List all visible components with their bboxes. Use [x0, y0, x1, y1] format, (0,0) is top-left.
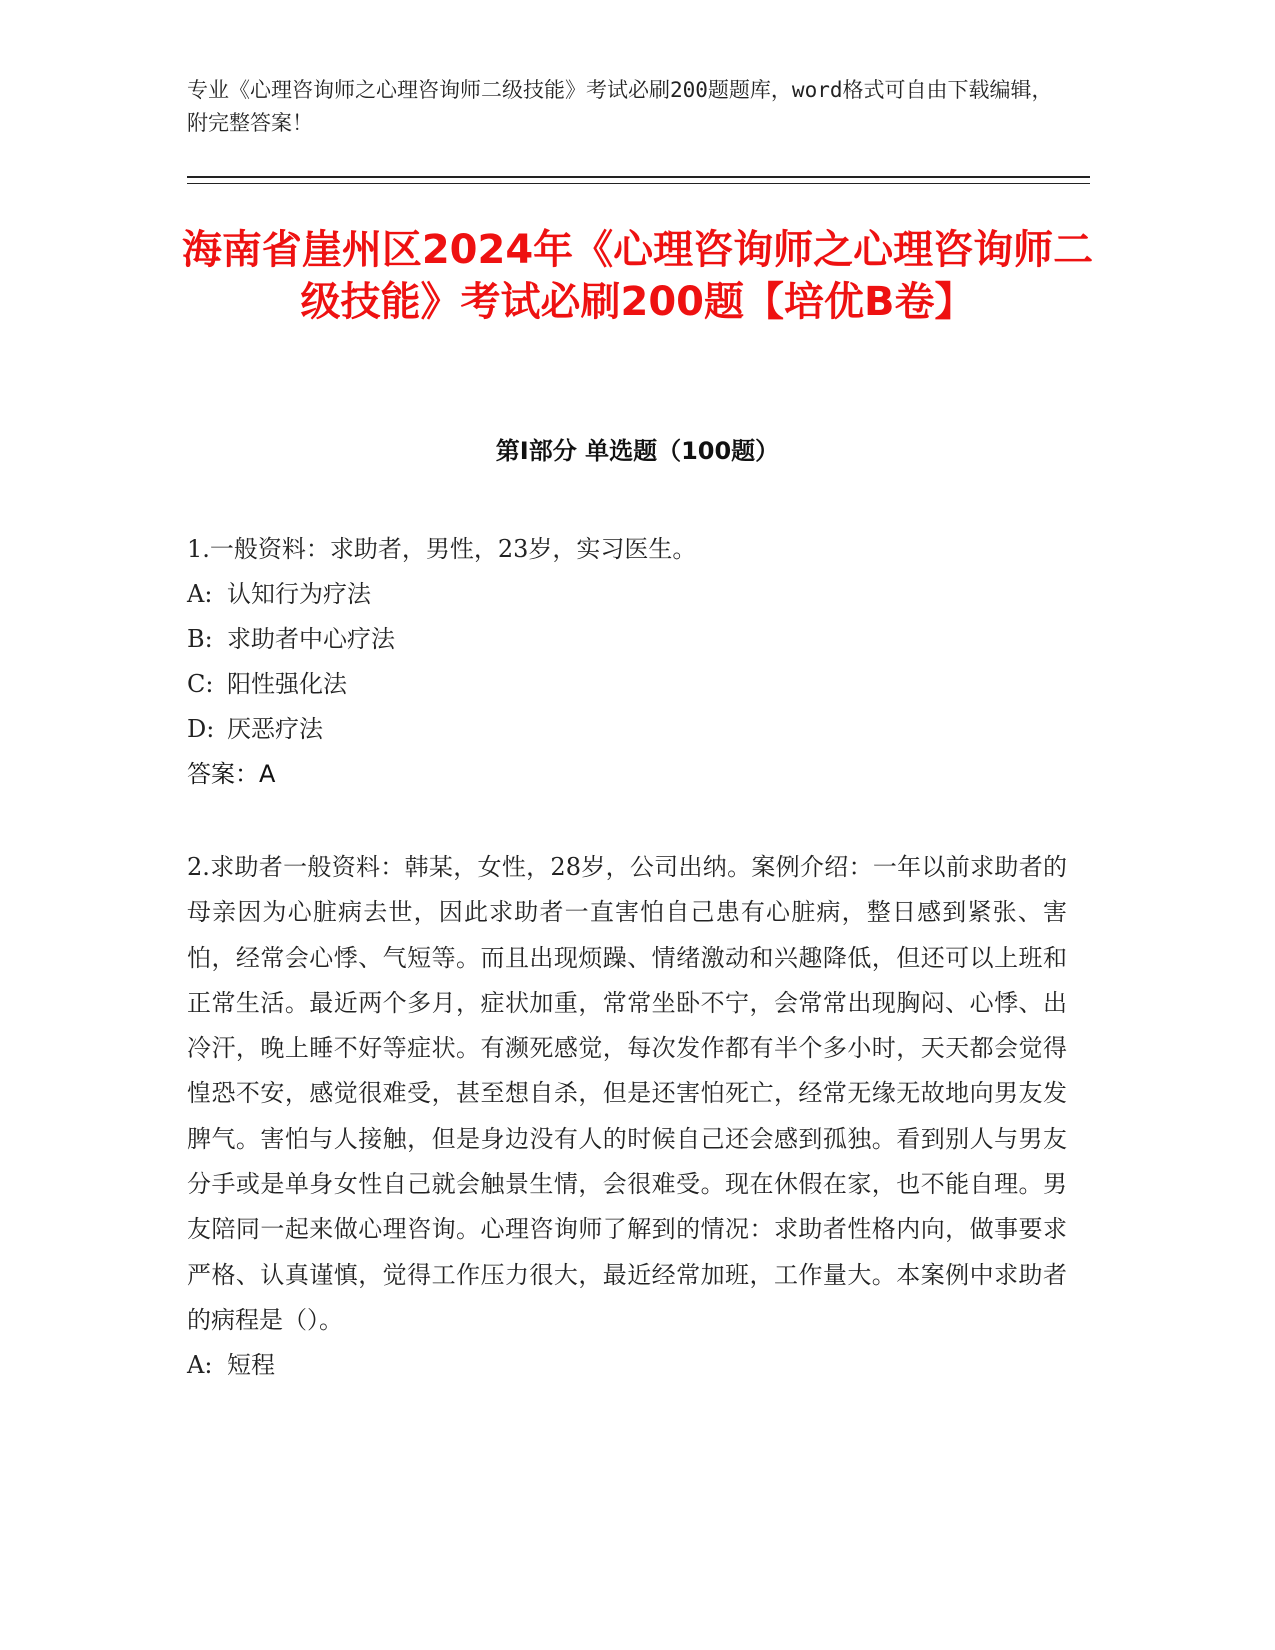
question-stem: 2.求助者一般资料：韩某，女性，28岁，公司出纳。案例介绍：一年以前求助者的母亲因为心脏病去世，因此求助者一直害怕自己患有心脏病，整日感到紧张、害怕，经常会心悸、气短等。而且出现烦躁、情绪激动和兴趣降低，但还可以上班和正常生活。最近两个多月，症状加重，常常坐卧不宁，会常常出现胸闷、心悸、出冷汗，晚上睡不好等症状。有濒死感觉，每次发作都有半个多小时，天天都会觉得惶恐不安，感觉很难受，甚至想自杀，但是还害怕死亡，经常无缘无故地向男友发脾气。害怕与人接触，但是身边没有人的时候自己还会感到孤独。看到别人与男友分手或是单身女性自己就会触景生情，会很难受。现在休假在家，也不能自理。男友陪同一起来做心理咨询。心理咨询师了解到的情况：求助者性格内向，做事要求严格、认真谨慎，觉得工作压力很大，最近经常加班，工作量大。本案例中求助者的病程是（）。 — [187, 853, 1067, 1334]
option-text: 求助者中心疗法 — [227, 625, 395, 653]
option-text: 阳性强化法 — [227, 670, 347, 698]
option-d — [187, 707, 1067, 752]
question-2 — [187, 845, 1067, 1388]
option-text: 短程 — [227, 1351, 275, 1380]
section-title: 第Ⅰ部分 单选题（100题） — [495, 437, 780, 465]
header-note: 专业《心理咨询师之心理咨询师二级技能》考试必刷200题题库，word格式可自由下载编辑，附完整答案！ — [187, 78, 1053, 135]
option-a — [187, 572, 1067, 617]
question-1 — [187, 527, 1067, 797]
option-letter: C: — [187, 670, 214, 698]
header-divider-thick — [187, 176, 1090, 178]
option-text: 厌恶疗法 — [227, 715, 323, 743]
answer-line: 答案：A — [187, 760, 276, 788]
option-b — [187, 617, 1067, 662]
option-text: 认知行为疗法 — [227, 580, 371, 608]
option-letter: B: — [187, 625, 213, 653]
option-letter: D: — [187, 715, 215, 743]
option-letter: A: — [187, 1351, 213, 1380]
option-a — [187, 1343, 1067, 1388]
question-stem: 1.一般资料：求助者，男性，23岁，实习医生。 — [187, 535, 697, 563]
header-divider-thin — [187, 183, 1090, 184]
document-title: 海南省崖州区2024年《心理咨询师之心理咨询师二级技能》考试必刷200题【培优B卷】 — [181, 227, 1094, 325]
option-c — [187, 662, 1067, 707]
option-letter: A: — [187, 580, 213, 608]
